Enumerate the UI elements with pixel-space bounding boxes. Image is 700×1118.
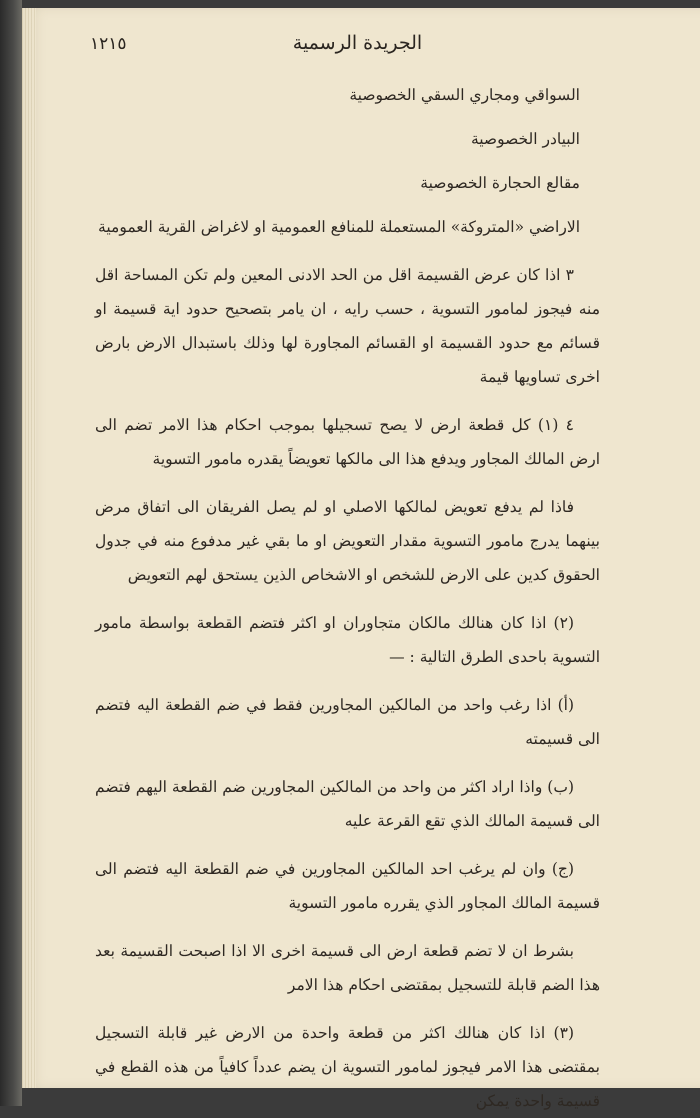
paragraph-section-4-3: (٣) اذا كان هنالك اكثر من قطعة واحدة من الارض غير قابلة التسجيل بمقتضى هذا الامر فيجوز لمامور التسوية ان يضم عدداً كافياً من هذه القطع في قسيمة واحدة يمكن [95, 1024, 600, 1110]
paragraph-section-3: ٣ اذا كان عرض القسيمة اقل من الحد الادنى المعين ولم تكن المساحة اقل منه فيجوز لمامور التسوية ، حسب رايه ، ان يامر بتصحيح حدود اية قسيمة او قسائم مع حدود القسيمة او القسائم المجاورة لها وذلك باستبدال الارض بارض اخرى تساويها قيمة [95, 266, 600, 386]
paragraph-item-b: (ب) واذا اراد اكثر من واحد من المالكين المجاورين ضم القطعة اليهم فتضم الى قسيمة المالك الذي تقع القرعة عليه [95, 778, 600, 830]
paragraph-item-c: (ج) وان لم يرغب احد المالكين المجاورين في ضم القطعة اليه فتضم الى قسيمة المالك المجاور الذي يقرره مامور التسوية [95, 860, 600, 912]
page-edges [22, 8, 36, 1088]
list-item: مقالع الحجارة الخصوصية [420, 174, 580, 192]
book-binding [0, 0, 22, 1106]
paragraph-proviso: بشرط ان لا تضم قطعة ارض الى قسيمة اخرى الا اذا اصبحت القسيمة بعد هذا الضم قابلة للتسجيل بمقتضى احكام هذا الامر [95, 942, 600, 994]
page-header [60, 30, 655, 60]
paragraph-item-a: (أ) اذا رغب واحد من المالكين المجاورين فقط في ضم القطعة اليه فتضم الى قسيمته [95, 696, 600, 748]
journal-title: الجريدة الرسمية [292, 32, 423, 54]
paragraph-section-4-1: ٤ (١) كل قطعة ارض لا يصح تسجيلها بموجب احكام هذا الامر تضم الى ارض المالك المجاور ويدفع هذا الى مالكها تعويضاً يقدره مامور التسوية [95, 416, 600, 468]
paragraph-section-4-2: (٢) اذا كان هنالك مالكان متجاوران او اكثر فتضم القطعة بواسطة مامور التسوية باحدى الطرق التالية : — [95, 614, 600, 666]
list-item: الاراضي «المتروكة» المستعملة للمنافع العمومية او لاغراض القرية العمومية [98, 218, 580, 236]
page-body [95, 78, 600, 1118]
list-item: السواقي ومجاري السقي الخصوصية [349, 86, 580, 104]
page-number: ١٢١٥ [90, 34, 127, 54]
paragraph-compensation: فاذا لم يدفع تعويض لمالكها الاصلي او لم يصل الفريقان الى اتفاق مرض بينهما يدرج مامور التسوية مقدار التعويض او ما بقي غير مدفوع منه في جدول الحقوق كدين على الارض للشخص او الاشخاص الذين يستحق لهم التعويض [95, 498, 600, 584]
list-item: البيادر الخصوصية [470, 130, 580, 148]
